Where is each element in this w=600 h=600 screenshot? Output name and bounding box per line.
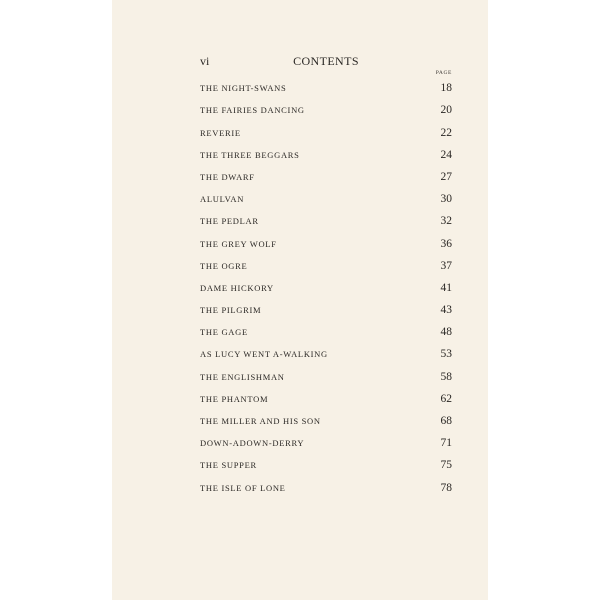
toc-entry-title: THE PEDLAR: [200, 216, 259, 227]
page-header: [200, 54, 452, 70]
toc-entry-page: 48: [440, 326, 452, 339]
toc-entry: [200, 209, 452, 231]
toc-entry-page: 24: [440, 148, 452, 161]
toc-entry: [200, 276, 452, 298]
toc-entry: [200, 98, 452, 120]
toc-entry-title: THE DWARF: [200, 171, 255, 182]
toc-entry-page: 68: [440, 415, 452, 427]
toc-entry-title: AS LUCY WENT A-WALKING: [200, 349, 328, 360]
toc-entry-title: THE MILLER AND HIS SON: [200, 416, 321, 426]
toc-entry-title: ALULVAN: [200, 194, 245, 205]
toc-entry-title: DOWN-ADOWN-DERRY: [200, 438, 305, 449]
toc-entry-page: 78: [440, 481, 452, 494]
toc-entry: [200, 165, 452, 187]
toc-entry-title: REVERIE: [200, 127, 241, 138]
toc-entry: [200, 120, 452, 142]
toc-entry-page: 43: [440, 304, 452, 317]
toc-entry-title: THE NIGHT-SWANS: [200, 83, 287, 94]
toc-entry: [200, 254, 452, 276]
toc-entry-page: 27: [440, 170, 452, 183]
toc-entry-title: THE ENGLISHMAN: [200, 371, 285, 382]
page-title: CONTENTS: [293, 54, 359, 68]
toc-entry: [200, 76, 452, 98]
page-column-label: PAGE: [435, 70, 452, 76]
toc-entry-title: DAME HICKORY: [200, 282, 274, 293]
toc-entry: [200, 342, 452, 364]
toc-entry-page: 62: [440, 392, 452, 405]
toc-entry-page: 36: [440, 237, 452, 250]
page-number: vi: [200, 54, 210, 68]
toc-entry: [200, 453, 452, 475]
toc-entry: [200, 364, 452, 386]
toc-entry: [200, 143, 452, 165]
toc-entry: [200, 187, 452, 209]
toc-entry-title: THE OGRE: [200, 260, 248, 271]
toc-entry-page: 22: [440, 126, 452, 139]
toc-entry: [200, 231, 452, 253]
toc-entry-title: THE PHANTOM: [200, 393, 269, 404]
toc-entry-title: THE SUPPER: [200, 460, 257, 471]
toc-entry-page: 37: [440, 259, 452, 272]
toc-entry-page: 41: [440, 281, 452, 294]
toc-entry: [200, 475, 452, 497]
toc-entry-title: THE ISLE OF LONE: [200, 482, 286, 493]
toc-entry-page: 18: [440, 82, 452, 95]
toc-entry-title: THE THREE BEGGARS: [200, 149, 300, 160]
toc-entry-page: 32: [440, 215, 452, 228]
table-of-contents: [200, 76, 452, 498]
toc-entry-page: 71: [440, 437, 452, 450]
toc-entry: [200, 320, 452, 342]
toc-entry-page: 58: [440, 370, 452, 383]
toc-entry-page: 75: [440, 459, 452, 472]
toc-entry-title: THE PILGRIM: [200, 305, 262, 316]
toc-entry: [200, 387, 452, 409]
toc-entry-page: 30: [440, 193, 452, 206]
toc-entry-title: THE FAIRIES DANCING: [200, 105, 305, 116]
toc-entry-title: THE GAGE: [200, 327, 248, 338]
toc-entry: [200, 409, 452, 431]
toc-entry: [200, 298, 452, 320]
toc-entry-page: 53: [440, 348, 452, 361]
toc-entry-page: 20: [440, 104, 452, 117]
toc-entry: [200, 431, 452, 453]
toc-entry-title: THE GREY WOLF: [200, 238, 277, 249]
